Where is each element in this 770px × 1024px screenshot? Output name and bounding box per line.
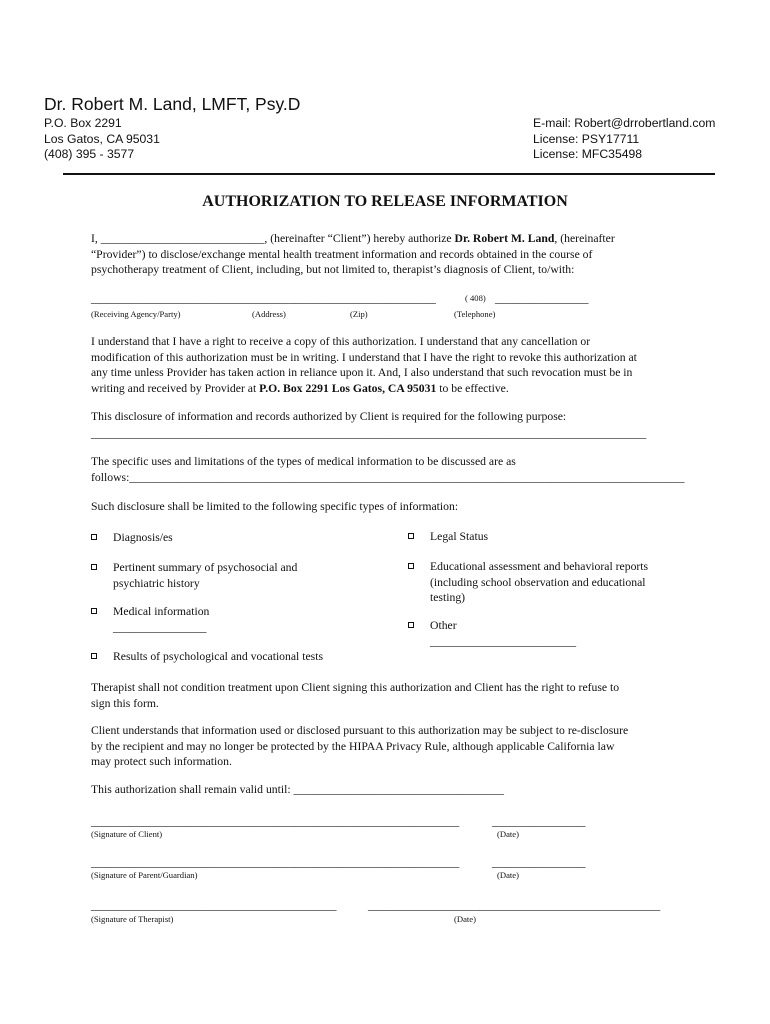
label-telephone: (Telephone)	[454, 309, 496, 319]
option-psychosocial-line-2: psychiatric history	[113, 576, 200, 590]
checkbox-medical-information[interactable]	[91, 608, 97, 614]
redisclosure-line-2: by the recipient and may no longer be protected by the HIPAA Privacy Rule, although applicable California law	[91, 739, 615, 753]
address-line-1: P.O. Box 2291	[44, 116, 122, 130]
checkbox-test-results[interactable]	[91, 653, 97, 659]
doctor-name: Dr. Robert M. Land, LMFT, Psy.D	[44, 94, 301, 114]
intro-line-1: I, ____________________________, (hereinafter “Client”) hereby authorize Dr. Robert M. Land, (hereinafter	[91, 232, 615, 245]
revoke-line-4: writing and received by Provider at P.O. Box 2291 Los Gatos, CA 95031 to be effective.	[91, 381, 509, 395]
license-psy: License: PSY17711	[533, 131, 640, 146]
email: E-mail: Robert@drrobertland.com	[533, 116, 716, 130]
purpose-field[interactable]: _______________________________________________________________________________________________	[91, 427, 647, 440]
uses-text: The specific uses and limitations of the types of medical information to be discussed are as	[91, 455, 516, 468]
redisclosure-line-1: Client understands that information used or disclosed pursuant to this authorization may be subject to re-disclosure	[91, 724, 629, 737]
parent-signature-field[interactable]: _______________________________________________________________	[91, 856, 460, 869]
intro-line-2: “Provider”) to disclose/exchange mental health treatment information and records obtained in the course of	[91, 247, 593, 261]
therapist-signature-field[interactable]: __________________________________________	[91, 899, 337, 912]
purpose-text: This disclosure of information and records authorized by Client is required for the following purpose:	[91, 410, 567, 423]
option-legal-status: Legal Status	[430, 530, 489, 543]
therapist-date-field[interactable]: __________________________________________________	[368, 899, 661, 912]
area-code: ( 408)	[465, 293, 486, 303]
checkbox-psychosocial-summary[interactable]	[91, 564, 97, 570]
parent-date-field[interactable]: ________________	[492, 856, 586, 869]
header-divider	[63, 173, 715, 175]
option-diagnosis: Diagnosis/es	[113, 531, 173, 544]
checkbox-educational-assessment[interactable]	[408, 563, 414, 569]
label-zip: (Zip)	[350, 309, 368, 319]
label-parent-date: (Date)	[497, 870, 519, 880]
checkbox-legal-status[interactable]	[408, 533, 414, 539]
option-educational-line-1: Educational assessment and behavioral reports	[430, 560, 649, 573]
types-intro: Such disclosure shall be limited to the following specific types of information:	[91, 500, 459, 513]
receiving-agency-field[interactable]: ___________________________________________________________	[91, 292, 436, 305]
revoke-line-1: I understand that I have a right to receive a copy of this authorization. I understand that any cancellation or	[91, 335, 591, 348]
option-psychosocial-line-1: Pertinent summary of psychosocial and	[113, 561, 298, 574]
form-title: AUTHORIZATION TO RELEASE INFORMATION	[202, 193, 568, 210]
option-medical-information: Medical information	[113, 605, 210, 618]
condition-line-1: Therapist shall not condition treatment upon Client signing this authorization and Client has the right to refuse to	[91, 681, 620, 694]
label-therapist-signature: (Signature of Therapist)	[91, 914, 174, 924]
condition-line-2: sign this form.	[91, 696, 159, 710]
license-mfc: License: MFC35498	[533, 147, 643, 161]
label-receiving-agency: (Receiving Agency/Party)	[91, 309, 181, 319]
checkbox-other[interactable]	[408, 622, 414, 628]
label-client-signature: (Signature of Client)	[91, 829, 163, 839]
label-parent-signature: (Signature of Parent/Guardian)	[91, 870, 198, 880]
option-other: Other	[430, 619, 457, 632]
option-test-results: Results of psychological and vocational tests	[113, 650, 324, 663]
option-educational-line-3: testing)	[430, 591, 466, 604]
medical-information-field[interactable]: ________________	[113, 621, 207, 634]
other-field[interactable]: _________________________	[430, 635, 577, 648]
intro-line-3: psychotherapy treatment of Client, including, but not limited to, therapist’s diagnosis of Client, to/with:	[91, 263, 575, 276]
label-client-date: (Date)	[497, 829, 519, 839]
address-line-2: Los Gatos, CA 95031	[44, 131, 160, 146]
valid-until-field[interactable]: This authorization shall remain valid until: ____________________________________	[91, 783, 504, 796]
client-signature-field[interactable]: _______________________________________________________________	[91, 815, 460, 828]
uses-field[interactable]: follows:_______________________________________________________________________________________________	[91, 471, 685, 484]
label-address: (Address)	[252, 309, 286, 319]
option-educational-line-2: (including school observation and educational	[430, 575, 646, 589]
client-date-field[interactable]: ________________	[492, 815, 586, 828]
revoke-line-2: modification of this authorization must be in writing. I understand that I have the right to revoke this authorization at	[91, 350, 637, 364]
phone-number: (408) 395 - 3577	[44, 147, 135, 161]
redisclosure-line-3: may protect such information.	[91, 755, 232, 768]
label-therapist-date: (Date)	[454, 914, 476, 924]
revoke-line-3: any time unless Provider has taken action in reliance upon it. And, I also understand that such revocation must be in	[91, 366, 633, 379]
checkbox-diagnosis[interactable]	[91, 534, 97, 540]
telephone-field[interactable]: ________________	[495, 292, 589, 305]
